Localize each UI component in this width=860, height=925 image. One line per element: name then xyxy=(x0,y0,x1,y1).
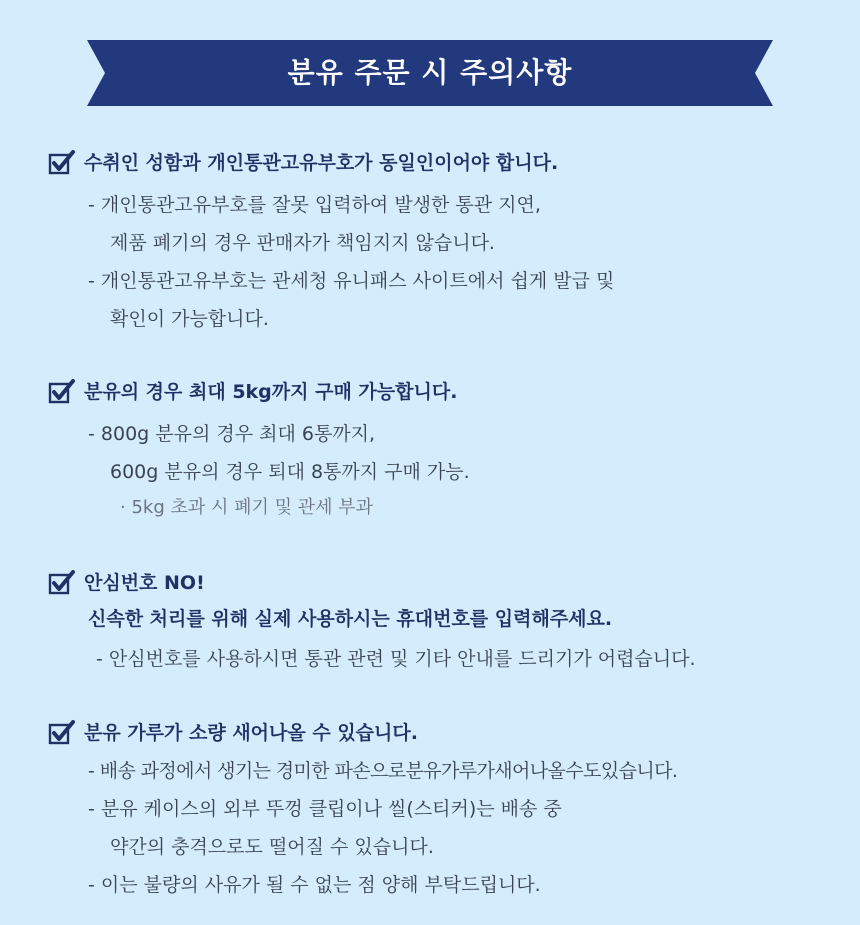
section-heading: 분유의 경우 최대 5kg까지 구매 가능합니다. xyxy=(84,381,458,403)
checkbox-check-icon xyxy=(48,378,76,404)
section-line: - 개인통관고유부호는 관세청 유니패스 사이트에서 쉽게 발급 및 xyxy=(88,270,615,292)
checkbox-check-icon xyxy=(48,569,76,595)
checkbox-check-icon xyxy=(48,719,76,745)
title-banner xyxy=(87,40,773,106)
section-heading-row xyxy=(48,718,418,745)
section-heading-row xyxy=(48,568,205,595)
section-line: - 800g 분유의 경우 최대 6통까지, xyxy=(88,423,376,445)
section-line: - 이는 불량의 사유가 될 수 없는 점 양해 부탁드립니다. xyxy=(88,874,541,896)
section-heading-row xyxy=(48,148,558,175)
section-heading: 수취인 성함과 개인통관고유부호가 동일인이어야 합니다. xyxy=(84,152,559,174)
section-line: 제품 폐기의 경우 판매자가 책임지지 않습니다. xyxy=(110,232,495,254)
section-heading: 분유 가루가 소량 새어나올 수 있습니다. xyxy=(84,722,418,744)
section-line: - 안심번호를 사용하시면 통관 관련 및 기타 안내를 드리기가 어렵습니다. xyxy=(96,648,696,670)
section-heading-row xyxy=(48,377,457,404)
section-line: - 개인통관고유부호를 잘못 입력하여 발생한 통관 지연, xyxy=(88,194,541,216)
section-emphasis-line: 신속한 처리를 위해 실제 사용하시는 휴대번호를 입력해주세요. xyxy=(88,608,613,630)
section-heading: 안심번호 NO! xyxy=(84,572,205,594)
section-subnote: · 5kg 초과 시 폐기 및 관세 부과 xyxy=(120,497,373,518)
section-line: 600g 분유의 경우 퇴대 8통까지 구매 가능. xyxy=(110,461,470,483)
section-line: - 배송 과정에서 생기는 경미한 파손으로분유가루가새어나올수도있습니다. xyxy=(88,760,678,782)
checkbox-check-icon xyxy=(48,149,76,175)
section-line: 약간의 충격으로도 떨어질 수 있습니다. xyxy=(110,836,434,858)
page-title: 분유 주문 시 주의사항 xyxy=(287,56,573,89)
section-line: 확인이 가능합니다. xyxy=(110,308,269,330)
section-line: - 분유 케이스의 외부 뚜껑 클립이나 씰(스티커)는 배송 중 xyxy=(88,798,562,820)
